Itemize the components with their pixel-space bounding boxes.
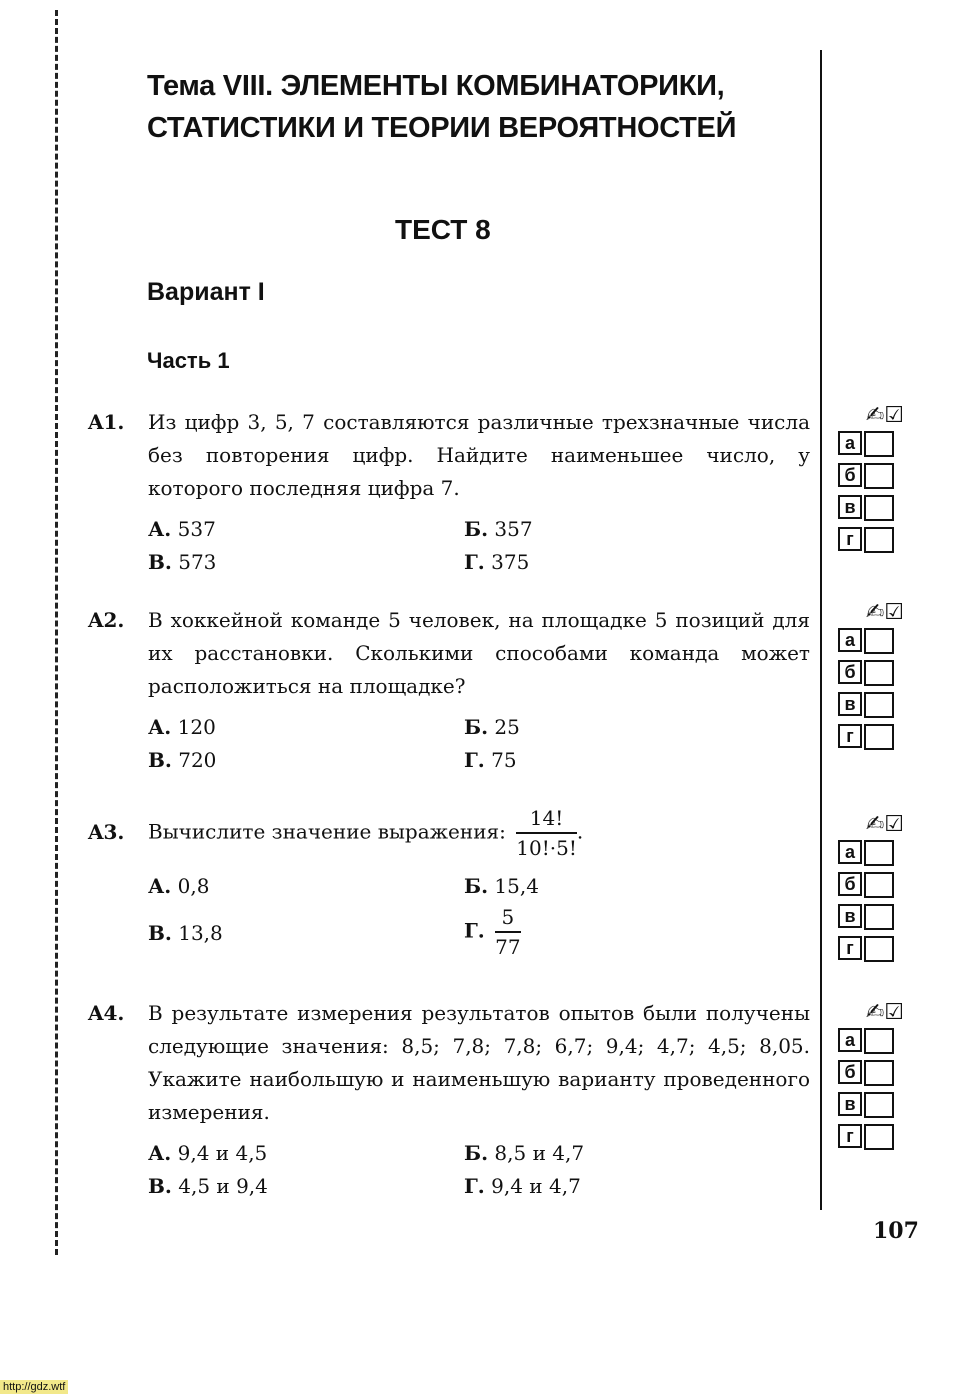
answer-row-b: б bbox=[838, 1060, 904, 1086]
watermark-link[interactable]: http://gdz.wtf bbox=[0, 1380, 68, 1394]
pencil-icon: ✍ bbox=[865, 1000, 885, 1025]
pencil-icon: ✍ bbox=[865, 600, 885, 625]
answer-row-b: б bbox=[838, 660, 904, 686]
option-v: В. 4,5 и 9,4 bbox=[148, 1174, 268, 1198]
answer-checkbox[interactable] bbox=[864, 1060, 894, 1086]
answer-box-a2 bbox=[838, 600, 904, 756]
option-v: В. 573 bbox=[148, 550, 217, 574]
option-v: В. 13,8 bbox=[148, 921, 223, 945]
variant-heading: Вариант I bbox=[147, 278, 265, 306]
cut-line bbox=[55, 10, 58, 1255]
answer-checkbox[interactable] bbox=[864, 1124, 894, 1150]
question-number: A1. bbox=[88, 410, 125, 434]
answer-row-v: в bbox=[838, 495, 904, 521]
answer-row-a: а bbox=[838, 1028, 904, 1054]
topic-title-line2: СТАТИСТИКИ И ТЕОРИИ ВЕРОЯТНОСТЕЙ bbox=[147, 112, 737, 144]
option-v: В. 720 bbox=[148, 748, 217, 772]
answer-checkbox[interactable] bbox=[864, 660, 894, 686]
option-a: А. 0,8 bbox=[148, 874, 210, 898]
answer-row-g: г bbox=[838, 724, 904, 750]
answer-checkbox[interactable] bbox=[864, 936, 894, 962]
option-a: А. 537 bbox=[148, 517, 216, 541]
page-number: 107 bbox=[873, 1218, 919, 1244]
answer-row-a: а bbox=[838, 840, 904, 866]
question-text: Из цифр 3, 5, 7 составляются различные трехзначные числа без повторения цифр. Найдите наименьшее число, у которого последняя цифра 7. bbox=[148, 410, 810, 500]
expression-fraction: $\frac{14!}{10!\cdot 5!}$ bbox=[516, 806, 577, 860]
question-a2 bbox=[88, 604, 810, 777]
question-a3 bbox=[88, 804, 810, 961]
option-g: Г. 75 bbox=[464, 748, 517, 772]
answer-row-v: в bbox=[838, 692, 904, 718]
answer-checkbox[interactable] bbox=[864, 1092, 894, 1118]
option-a: А. 9,4 и 4,5 bbox=[148, 1141, 268, 1165]
margin-rule bbox=[820, 50, 822, 1210]
question-number: A4. bbox=[88, 1001, 125, 1025]
question-text: В хоккейной команде 5 человек, на площадке 5 позиций для их расстановки. Сколькими способами команда может расположиться на площадке? bbox=[148, 608, 810, 698]
checkbox-checked-icon: ☑ bbox=[884, 812, 904, 837]
option-b: Б. 357 bbox=[464, 517, 533, 541]
answer-checkbox[interactable] bbox=[864, 431, 894, 457]
options bbox=[148, 513, 810, 579]
answer-checkbox[interactable] bbox=[864, 463, 894, 489]
option-b: Б. 25 bbox=[464, 715, 520, 739]
answer-checkbox[interactable] bbox=[864, 724, 894, 750]
checkbox-checked-icon: ☑ bbox=[884, 1000, 904, 1025]
checkbox-checked-icon: ☑ bbox=[884, 600, 904, 625]
topic-title-line1: Тема VIII. ЭЛЕМЕНТЫ КОМБИНАТОРИКИ, bbox=[147, 70, 725, 102]
checkbox-checked-icon: ☑ bbox=[884, 403, 904, 428]
answer-row-a: а bbox=[838, 431, 904, 457]
pencil-icon: ✍ bbox=[865, 812, 885, 837]
question-a4 bbox=[88, 997, 810, 1203]
topic-title bbox=[147, 65, 736, 149]
question-a1 bbox=[88, 406, 810, 579]
answer-checkbox[interactable] bbox=[864, 628, 894, 654]
answer-checkbox[interactable] bbox=[864, 527, 894, 553]
option-b: Б. 8,5 и 4,7 bbox=[464, 1141, 585, 1165]
question-number: A2. bbox=[88, 608, 125, 632]
option-g-fraction: $\frac{5}{77}$ bbox=[495, 905, 521, 959]
answer-box-a3 bbox=[838, 812, 904, 968]
answer-checkbox[interactable] bbox=[864, 495, 894, 521]
answer-row-b: б bbox=[838, 463, 904, 489]
question-number: A3. bbox=[88, 820, 125, 844]
option-g: Г. $\frac{5}{77}$ bbox=[464, 905, 521, 959]
answer-box-a1 bbox=[838, 403, 904, 559]
answer-row-b: б bbox=[838, 872, 904, 898]
option-g: Г. 9,4 и 4,7 bbox=[464, 1174, 581, 1198]
answer-checkbox[interactable] bbox=[864, 692, 894, 718]
answer-row-g: г bbox=[838, 936, 904, 962]
option-b: Б. 15,4 bbox=[464, 874, 539, 898]
question-text: Вычислите значение выражения: $\frac{14!}{10!\cdot 5!}$ . bbox=[148, 806, 584, 860]
answer-row-g: г bbox=[838, 527, 904, 553]
answer-row-v: в bbox=[838, 1092, 904, 1118]
option-g: Г. 375 bbox=[464, 550, 530, 574]
answer-checkbox[interactable] bbox=[864, 872, 894, 898]
options bbox=[148, 870, 810, 961]
answer-box-a4 bbox=[838, 1000, 904, 1156]
option-a: А. 120 bbox=[148, 715, 216, 739]
answer-row-v: в bbox=[838, 904, 904, 930]
pencil-icon: ✍ bbox=[865, 403, 885, 428]
options bbox=[148, 711, 810, 777]
question-text: В результате измерения результатов опытов были получены следующие значения: 8,5; 7,8; 7,8; 6,7; 9,4; 4,7; 4,5; 8,05. Укажите наибольшую и наименьшую варианту проведенного измерения. bbox=[148, 1001, 810, 1124]
part-heading: Часть 1 bbox=[147, 348, 230, 373]
options bbox=[148, 1137, 810, 1203]
answer-row-a: а bbox=[838, 628, 904, 654]
test-heading: ТЕСТ 8 bbox=[395, 214, 491, 245]
answer-row-g: г bbox=[838, 1124, 904, 1150]
answer-checkbox[interactable] bbox=[864, 840, 894, 866]
answer-checkbox[interactable] bbox=[864, 904, 894, 930]
answer-checkbox[interactable] bbox=[864, 1028, 894, 1054]
